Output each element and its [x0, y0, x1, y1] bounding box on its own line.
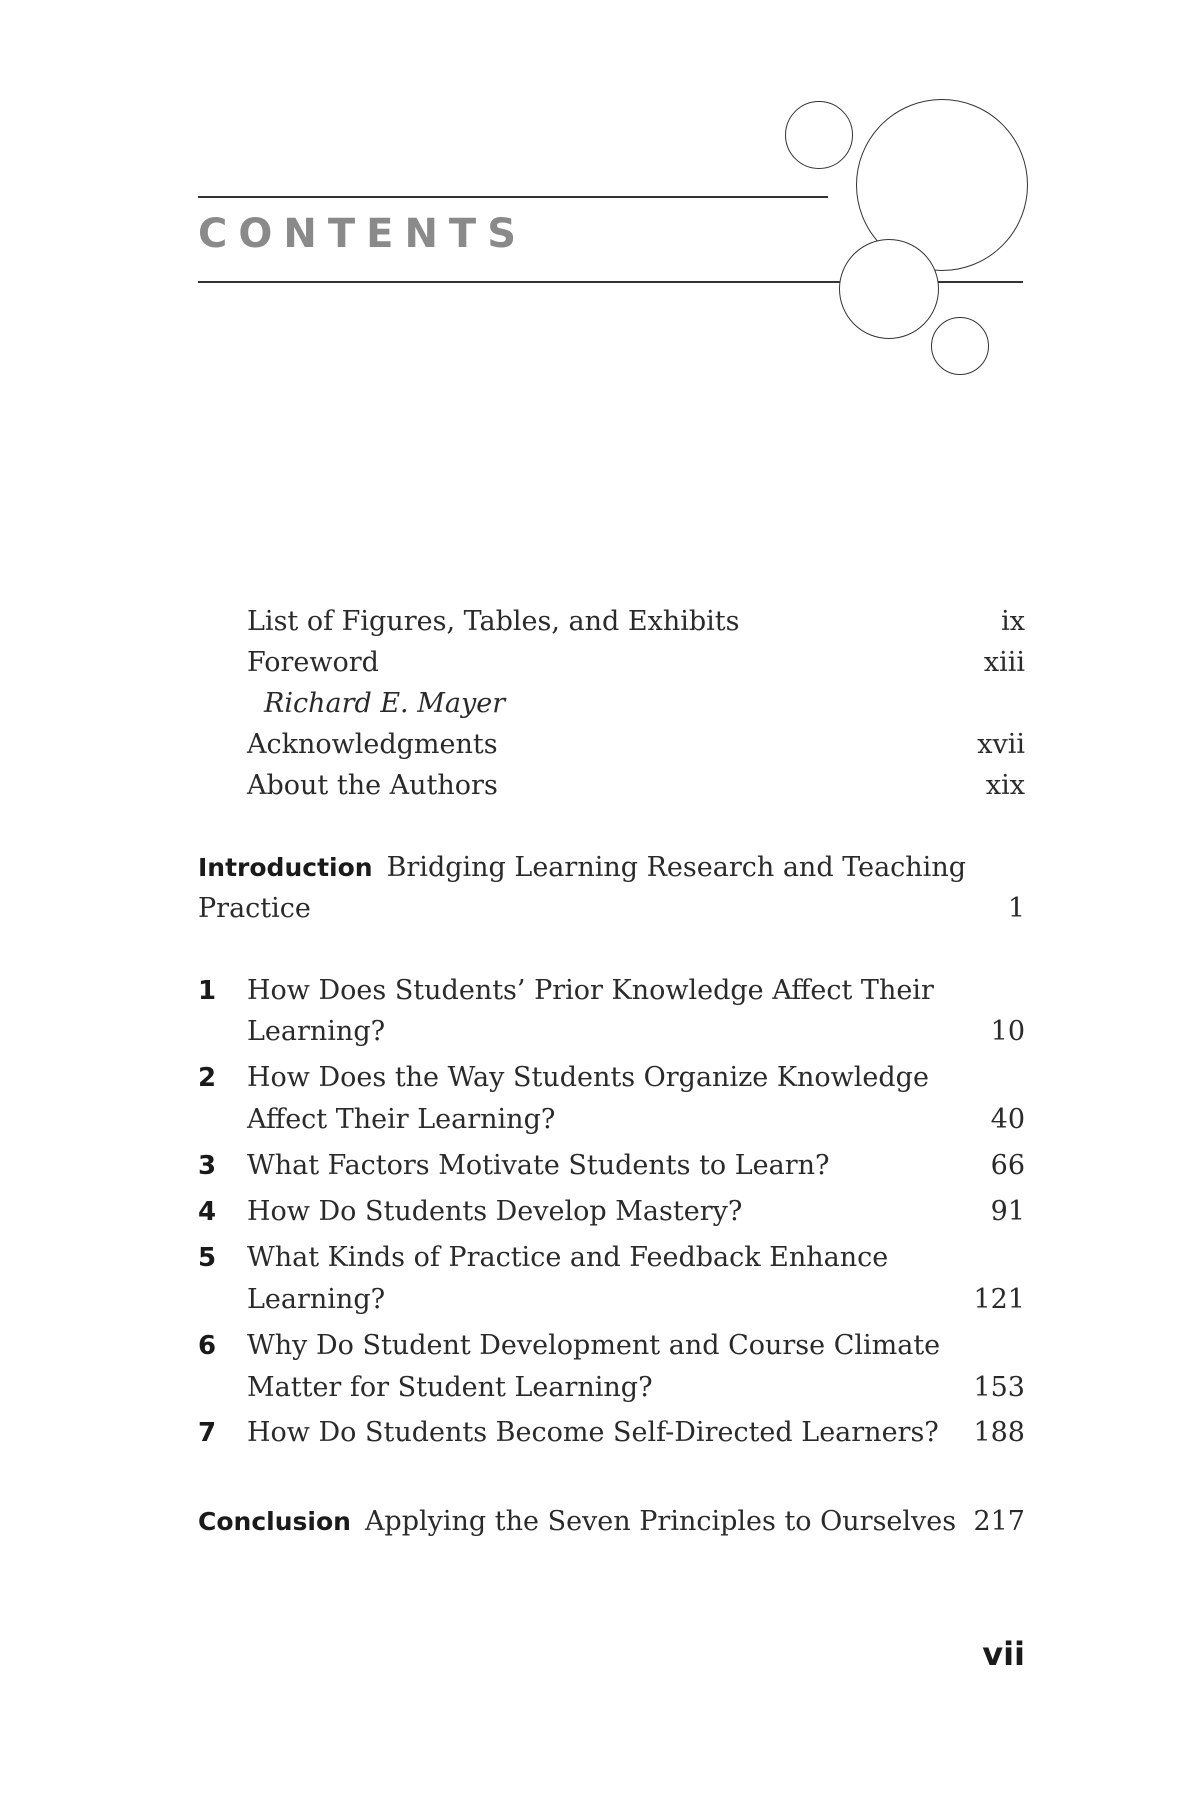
chapter-title: How Does Students’ Prior Knowledge Affect Their	[247, 975, 934, 1006]
chapter-number: 1	[198, 976, 217, 1006]
toc-entry-title: About the Authors	[247, 770, 498, 801]
chapter-title-continued: Learning?	[247, 1284, 386, 1315]
page-folio: vii	[982, 1635, 1025, 1673]
toc-entry-page: xiii	[983, 647, 1025, 678]
decorative-circle-medium	[839, 239, 939, 339]
conclusion-entry	[198, 1508, 956, 1535]
contents-heading: CONTENTS	[198, 211, 528, 257]
decorative-circle-small-bottom	[931, 317, 989, 375]
chapter-page: 10	[990, 1016, 1025, 1047]
chapter-page: 188	[973, 1417, 1025, 1448]
toc-entry-title: Foreword	[247, 647, 379, 678]
chapter-page: 66	[990, 1150, 1025, 1181]
introduction-page: 1	[1007, 893, 1025, 924]
chapter-title-continued: Affect Their Learning?	[247, 1104, 556, 1135]
chapter-page: 121	[973, 1284, 1025, 1315]
decorative-circle-small-top	[785, 101, 853, 169]
chapter-page: 91	[990, 1196, 1025, 1227]
chapter-page: 153	[973, 1372, 1025, 1403]
introduction-title-continued: Practice	[198, 893, 311, 924]
chapter-title: How Does the Way Students Organize Knowledge	[247, 1062, 929, 1093]
introduction-label: Introduction	[198, 853, 373, 882]
chapter-number: 3	[198, 1151, 217, 1181]
introduction-title: Bridging Learning Research and Teaching	[386, 852, 966, 883]
chapter-number: 4	[198, 1197, 217, 1227]
toc-entry-title: List of Figures, Tables, and Exhibits	[247, 606, 740, 637]
chapter-number: 5	[198, 1243, 217, 1273]
chapter-title: What Factors Motivate Students to Learn?	[247, 1150, 830, 1181]
toc-entry-page: xix	[985, 770, 1025, 801]
chapter-title-continued: Matter for Student Learning?	[247, 1372, 653, 1403]
heading-rule-top	[198, 196, 828, 198]
introduction-entry	[198, 854, 966, 881]
chapter-title: How Do Students Develop Mastery?	[247, 1196, 743, 1227]
chapter-title-continued: Learning?	[247, 1016, 386, 1047]
toc-entry-page: ix	[1001, 606, 1025, 637]
toc-entry-title: Acknowledgments	[247, 729, 498, 760]
toc-entry-page: xvii	[977, 729, 1025, 760]
chapter-number: 2	[198, 1063, 217, 1093]
foreword-byline: Richard E. Mayer	[264, 688, 506, 719]
chapter-title: Why Do Student Development and Course Climate	[247, 1330, 941, 1361]
chapter-number: 6	[198, 1331, 217, 1361]
conclusion-label: Conclusion	[198, 1507, 351, 1536]
conclusion-page: 217	[973, 1506, 1025, 1537]
chapter-title: What Kinds of Practice and Feedback Enhance	[247, 1242, 889, 1273]
conclusion-title: Applying the Seven Principles to Ourselves	[364, 1506, 957, 1537]
chapter-page: 40	[990, 1104, 1025, 1135]
chapter-number: 7	[198, 1418, 217, 1448]
chapter-title: How Do Students Become Self-Directed Learners?	[247, 1417, 939, 1448]
